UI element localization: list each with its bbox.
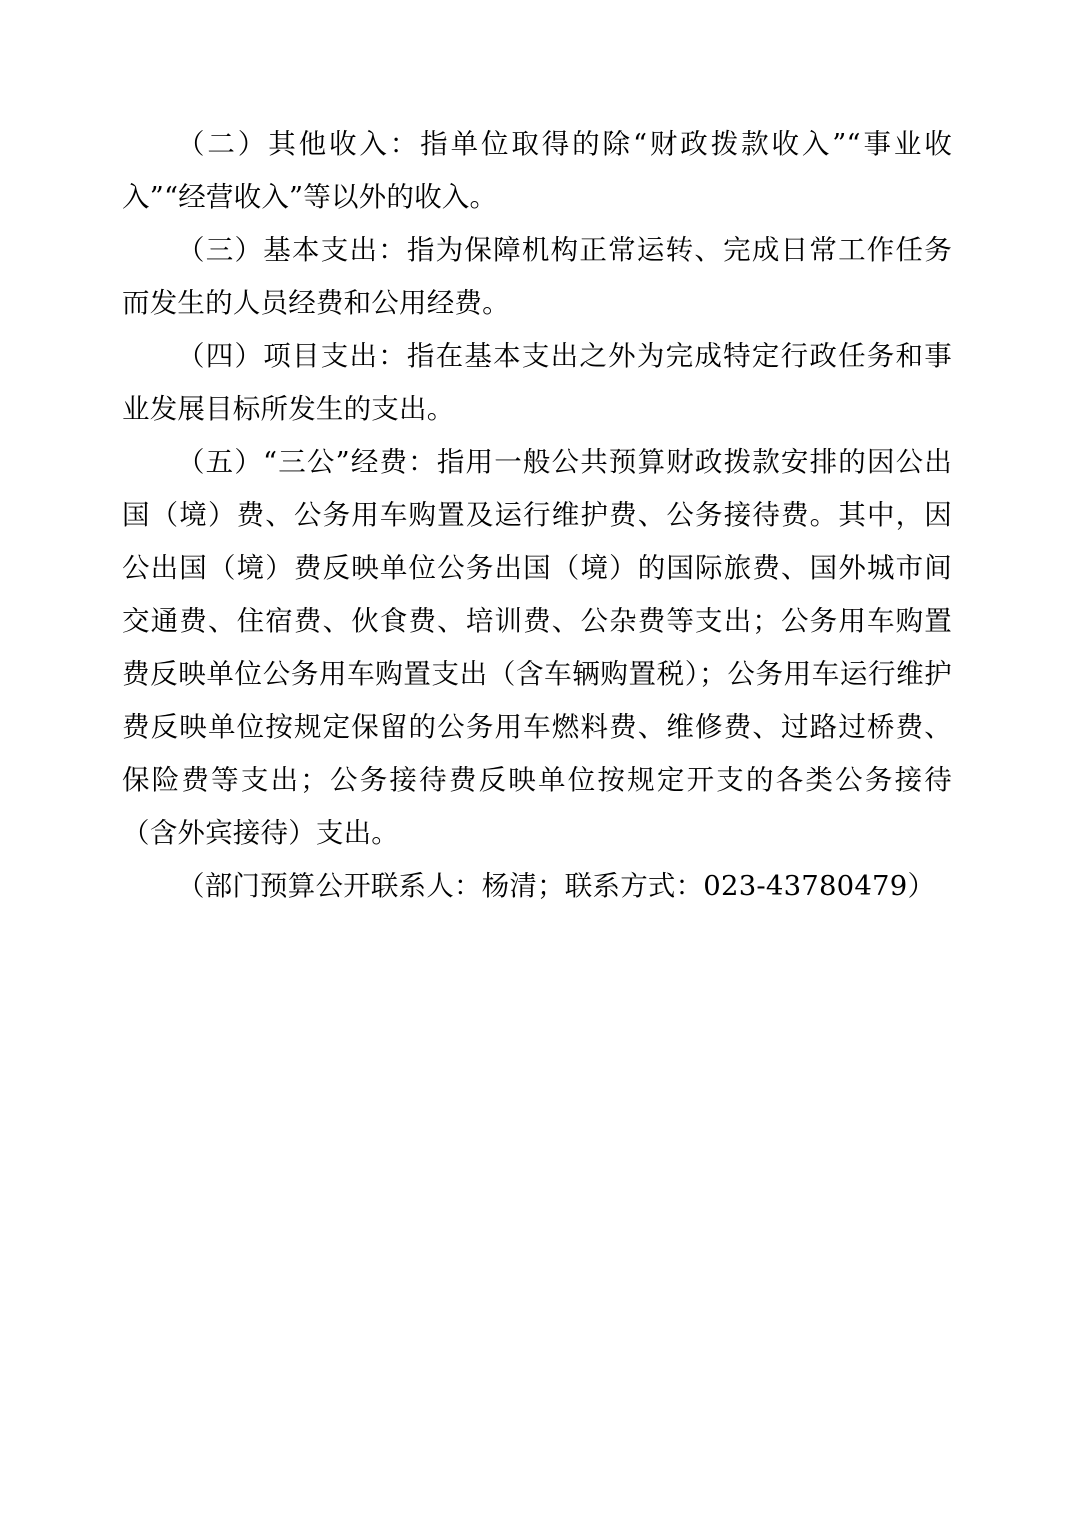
paragraph-project-expenditure-text: （四）项目支出：指在基本支出之外为完成特定行政任务和事业发展目标所发生的支出。 (122, 340, 952, 425)
paragraph-other-income (122, 118, 952, 224)
paragraph-three-public-funds-text: （五）“三公”经费：指用一般公共预算财政拨款安排的因公出国（境）费、公务用车购置及运行维护费、公务接待费。其中，因公出国（境）费反映单位公务出国（境）的国际旅费、国外城市间交通费、住宿费、伙食费、培训费、公杂费等支出；公务用车购置费反映单位公务用车购置支出（含车辆购置税）；公务用车运行维护费反映单位按规定保留的公务用车燃料费、维修费、过路过桥费、保险费等支出；公务接待费反映单位按规定开支的各类公务接待（含外宾接待）支出。 (122, 446, 952, 849)
document-body (122, 118, 952, 913)
paragraph-other-income-text: （二）其他收入：指单位取得的除“财政拨款收入”“事业收入”“经营收入”等以外的收入。 (122, 128, 952, 213)
contact-text: （部门预算公开联系人：杨清；联系方式：023-43780479） (177, 870, 936, 902)
paragraph-project-expenditure (122, 330, 952, 436)
paragraph-basic-expenditure-text: （三）基本支出：指为保障机构正常运转、完成日常工作任务而发生的人员经费和公用经费。 (122, 234, 952, 319)
paragraph-basic-expenditure (122, 224, 952, 330)
budget-disclosure-contact-line (122, 860, 952, 913)
paragraph-three-public-funds (122, 436, 952, 860)
